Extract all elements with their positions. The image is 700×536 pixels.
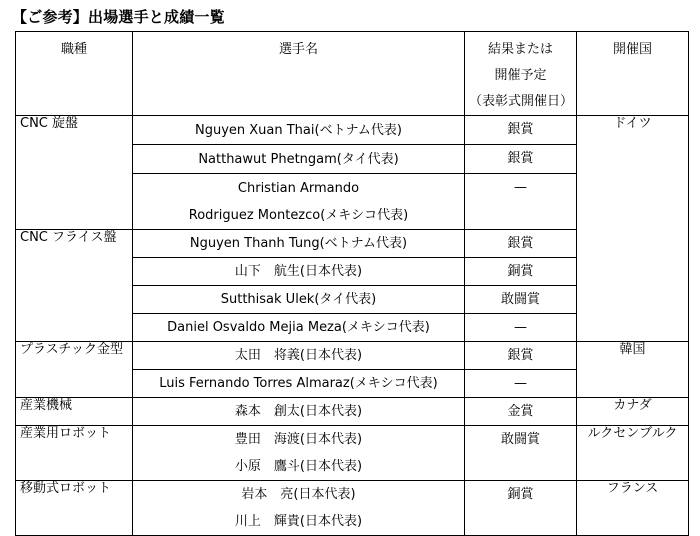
header-result — [465, 32, 577, 116]
athlete-cell — [133, 230, 465, 258]
athlete-name: Natthawut Phetngam(タイ代表) — [198, 151, 399, 167]
athlete-name: 小原 鷹斗(日本代表) — [234, 459, 363, 474]
venue-cell: フランス — [577, 481, 689, 536]
athlete-cell — [133, 342, 465, 370]
table-row — [16, 342, 689, 370]
header-result-line: 結果または — [487, 42, 553, 57]
result-cell: — — [465, 314, 577, 342]
athlete-name: Christian Armando — [237, 180, 360, 196]
athlete-cell — [133, 145, 465, 174]
header-row — [16, 32, 689, 116]
result-cell: 銀賞 — [465, 116, 577, 145]
table-row — [16, 398, 689, 426]
result-cell: 銀賞 — [465, 230, 577, 258]
venue-cell: ルクセンブルク — [577, 426, 689, 481]
header-occupation: 職種 — [16, 32, 133, 116]
athlete-name: Nguyen Xuan Thai(ベトナム代表) — [194, 122, 402, 138]
result-cell: 銅賞 — [465, 258, 577, 286]
venue-cell: ドイツ — [577, 116, 689, 342]
table-row — [16, 481, 689, 536]
athlete-cell — [133, 286, 465, 314]
header-result-line: 開催予定 — [494, 68, 547, 83]
result-cell: 金賞 — [465, 398, 577, 426]
result-cell: 銀賞 — [465, 342, 577, 370]
occupation-cell: 移動式ロボット — [16, 481, 133, 536]
result-cell: — — [465, 174, 577, 230]
athlete-cell — [133, 116, 465, 145]
athlete-name: Nguyen Thanh Tung(ベトナム代表) — [189, 236, 408, 251]
table-row — [16, 426, 689, 481]
result-cell: 敢闘賞 — [465, 426, 577, 481]
table-row — [16, 116, 689, 145]
result-cell: 敢闘賞 — [465, 286, 577, 314]
athlete-cell — [133, 174, 465, 230]
athlete-cell — [133, 426, 465, 481]
athlete-name: Luis Fernando Torres Almaraz(メキシコ代表) — [159, 376, 438, 391]
venue-cell: カナダ — [577, 398, 689, 426]
athlete-cell — [133, 481, 465, 536]
athlete-name: 豊田 海渡(日本代表) — [234, 432, 363, 447]
occupation-cell: CNC フライス盤 — [16, 230, 133, 342]
athlete-cell — [133, 398, 465, 426]
header-athlete: 選手名 — [133, 32, 465, 116]
athlete-name: Daniel Osvaldo Mejia Meza(メキシコ代表) — [167, 320, 430, 335]
header-venue: 開催国 — [577, 32, 689, 116]
athlete-cell — [133, 258, 465, 286]
athlete-name: 岩本 亮(日本代表) — [241, 487, 356, 502]
athlete-name: Rodriguez Montezco(メキシコ代表) — [188, 207, 409, 223]
athlete-name: 太田 将義(日本代表) — [234, 348, 363, 363]
athlete-name: 森本 創太(日本代表) — [234, 404, 363, 419]
result-cell: — — [465, 370, 577, 398]
venue-cell: 韓国 — [577, 342, 689, 398]
athlete-cell — [133, 314, 465, 342]
occupation-cell: 産業用ロボット — [16, 426, 133, 481]
result-cell: 銀賞 — [465, 145, 577, 174]
header-result-line: （表彰式開催日） — [469, 94, 574, 109]
athlete-cell — [133, 370, 465, 398]
athlete-name: 山下 航生(日本代表) — [234, 264, 363, 279]
occupation-cell: プラスチック金型 — [16, 342, 133, 398]
occupation-cell: 産業機械 — [16, 398, 133, 426]
document-title: 【ご参考】出場選手と成績一覧 — [12, 8, 225, 26]
athlete-name: Sutthisak Ulek(タイ代表) — [220, 292, 377, 307]
athlete-name: 川上 輝貴(日本代表) — [234, 514, 363, 529]
result-cell: 銅賞 — [465, 481, 577, 536]
results-table — [15, 31, 689, 536]
occupation-cell: CNC 旋盤 — [16, 116, 133, 230]
